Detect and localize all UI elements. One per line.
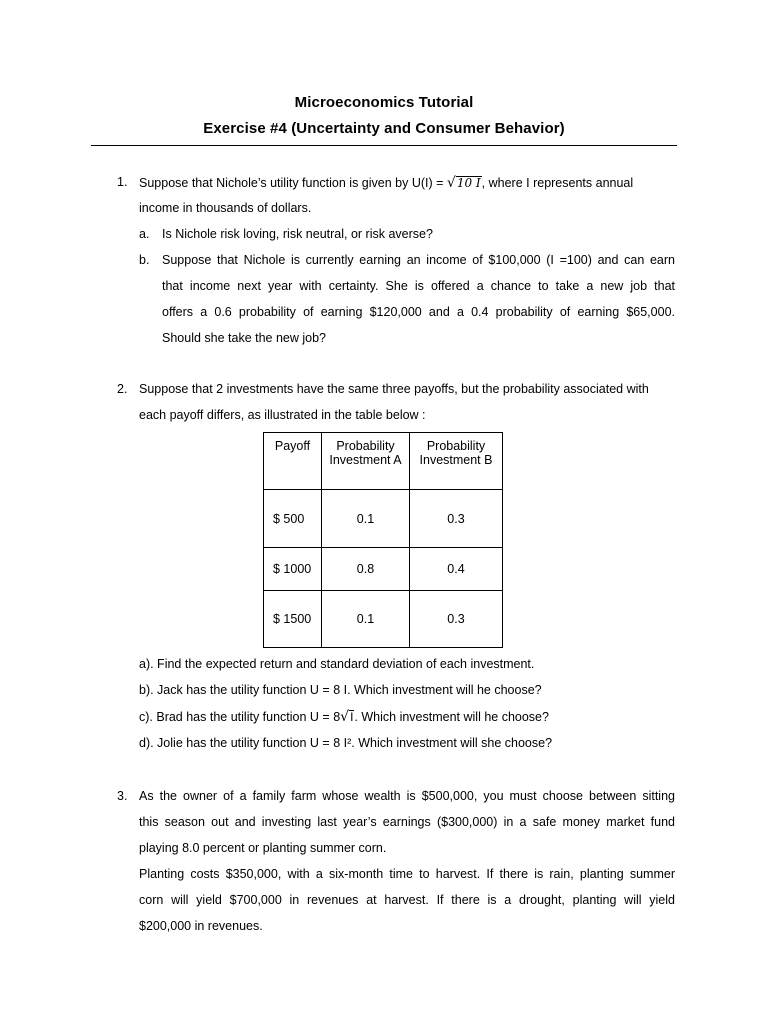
q2-part-c-sqrt: I: [350, 710, 354, 724]
q3-line: Planting costs $350,000, with a six-month time to harvest. If there is rain, planting summer: [139, 867, 675, 881]
q2-part-c-pre: c). Brad has the utility function U = 8: [139, 710, 341, 724]
q2-part-a: a). Find the expected return and standard deviation of each investment.: [139, 657, 535, 671]
q2-part-d: d). Jolie has the utility function U = 8 I². Which investment will she choose?: [139, 736, 553, 750]
q1b-line: that income next year with certainty. She is offered a chance to take a new job that: [162, 279, 675, 293]
q3-number: 3.: [117, 789, 128, 803]
prob-b-cell: 0.4: [410, 548, 503, 591]
q3-line: $200,000 in revenues.: [139, 919, 263, 933]
table-row: [264, 591, 503, 648]
payoff-table: [263, 432, 503, 648]
q1-sqrt-expression: 10 I: [456, 176, 481, 190]
q3-line: this season out and investing last year’s earnings ($300,000) in a safe money market fund: [139, 815, 675, 829]
q2-line1: Suppose that 2 investments have the same three payoffs, but the probability associated with: [139, 382, 649, 396]
q2-part-c: [139, 709, 549, 725]
payoff-cell: $ 500: [264, 490, 322, 548]
header-payoff: Payoff: [264, 433, 322, 490]
q1b-line: offers a 0.6 probability of earning $120,000 and a 0.4 probability of earning $65,000.: [162, 305, 675, 319]
prob-b-cell: 0.3: [410, 591, 503, 648]
payoff-cell: $ 1500: [264, 591, 322, 648]
q1a-label: a.: [139, 227, 150, 241]
prob-a-cell: 0.1: [322, 591, 410, 648]
header-prob-a: Probability Investment A: [322, 433, 410, 490]
sqrt-symbol: √: [340, 709, 350, 725]
document-title: Microeconomics Tutorial: [294, 94, 474, 111]
header-divider: [91, 145, 677, 146]
q2-line2: each payoff differs, as illustrated in the table below :: [139, 408, 426, 422]
table-header-row: [264, 433, 503, 490]
q3-line: As the owner of a family farm whose wealth is $500,000, you must choose between sitting: [139, 789, 675, 803]
q1-line1-post: , where I represents annual: [481, 176, 634, 190]
q2-part-b: b). Jack has the utility function U = 8 I. Which investment will he choose?: [139, 683, 542, 697]
q3-line: playing 8.0 percent or planting summer corn.: [139, 841, 387, 855]
q2-number: 2.: [117, 382, 128, 396]
exercise-subtitle: Exercise #4 (Uncertainty and Consumer Behavior): [203, 120, 565, 137]
q2-part-c-post: . Which investment will he choose?: [354, 710, 549, 724]
header-prob-b: Probability Investment B: [410, 433, 503, 490]
q1b-line: Suppose that Nichole is currently earning an income of $100,000 (I =100) and can earn: [162, 253, 675, 267]
q1-line2: income in thousands of dollars.: [139, 201, 312, 215]
q1b-line: Should she take the new job?: [162, 331, 327, 345]
sqrt-symbol: √: [446, 175, 456, 191]
prob-a-cell: 0.1: [322, 490, 410, 548]
q1-number: 1.: [117, 175, 128, 189]
q3-line: corn will yield $700,000 in revenues at harvest. If there is a drought, planting will yield: [139, 893, 675, 907]
table-row: [264, 490, 503, 548]
prob-a-cell: 0.8: [322, 548, 410, 591]
q1a-text: Is Nichole risk loving, risk neutral, or risk averse?: [162, 227, 433, 241]
prob-b-cell: 0.3: [410, 490, 503, 548]
payoff-cell: $ 1000: [264, 548, 322, 591]
q1-line1: [139, 175, 633, 191]
q1b-label: b.: [139, 253, 150, 267]
table-row: [264, 548, 503, 591]
q1-line1-pre: Suppose that Nichole’s utility function is given by U(I) =: [139, 176, 447, 190]
